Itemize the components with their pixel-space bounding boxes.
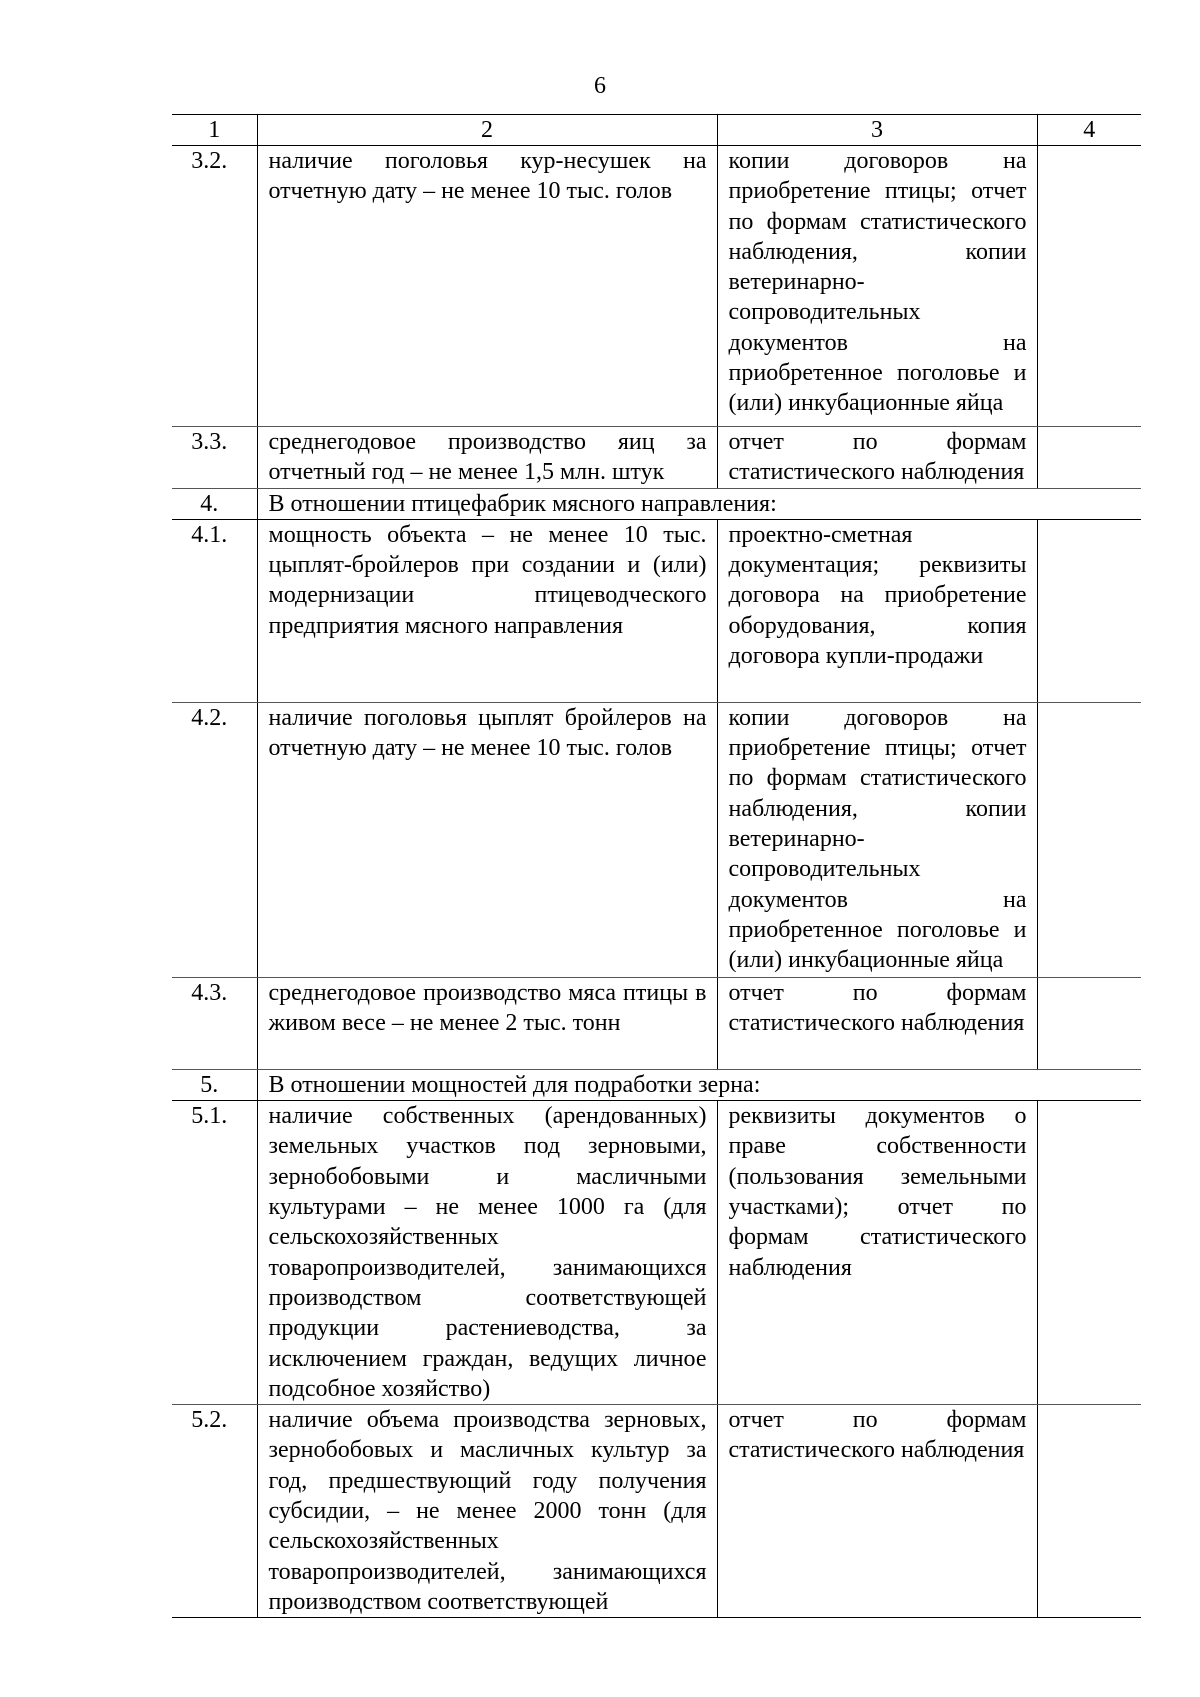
row-number: 4.1. [172, 519, 257, 702]
table-row [172, 977, 1141, 1069]
row-number: 4.3. [172, 977, 257, 1069]
requirement-cell: среднегодовое производство мяса птицы в живом весе – не менее 2 тыс. тонн [257, 977, 717, 1069]
col4-cell [1037, 1101, 1141, 1405]
col4-cell [1037, 427, 1141, 489]
documents-cell: отчет по формам статистического наблюдения [717, 1405, 1037, 1618]
row-number: 4.2. [172, 702, 257, 977]
section-number: 4. [172, 488, 257, 519]
requirements-table [172, 114, 1141, 1618]
documents-cell: проектно-сметная документация; реквизиты договора на приобретение оборудования, копия договора купли-продажи [717, 519, 1037, 702]
col4-cell [1037, 146, 1141, 427]
row-number: 3.3. [172, 427, 257, 489]
table-row [172, 519, 1141, 702]
section-row [172, 1069, 1141, 1100]
requirement-cell: среднегодовое производство яиц за отчетный год – не менее 1,5 млн. штук [257, 427, 717, 489]
section-number: 5. [172, 1069, 257, 1100]
documents-cell: отчет по формам статистического наблюдения [717, 427, 1037, 489]
col4-cell [1037, 977, 1141, 1069]
row-number: 5.2. [172, 1405, 257, 1618]
table-row [172, 702, 1141, 977]
documents-cell: отчет по формам статистического наблюдения [717, 977, 1037, 1069]
requirement-cell: наличие поголовья цыплят бройлеров на отчетную дату – не менее 10 тыс. голов [257, 702, 717, 977]
documents-cell: копии договоров на приобретение птицы; отчет по формам статистического наблюдения, копии ветеринарно-сопроводительных документов на приобретенное поголовье и (или) инкубационные яйца [717, 146, 1037, 427]
col4-cell [1037, 1405, 1141, 1618]
row-number: 5.1. [172, 1101, 257, 1405]
section-title: В отношении мощностей для подработки зерна: [257, 1069, 1141, 1100]
table-row [172, 1405, 1141, 1618]
table-row [172, 146, 1141, 427]
documents-cell: копии договоров на приобретение птицы; отчет по формам статистического наблюдения, копии ветеринарно-сопроводительных документов на приобретенное поголовье и (или) инкубационные яйца [717, 702, 1037, 977]
requirement-cell: наличие объема производства зерновых, зернобобовых и масличных культур за год, предшествующий году получения субсидии, – не менее 2000 тонн (для сельскохозяйственных товаропроизводителей, занимающихся производством соответствующей [257, 1405, 717, 1618]
col4-cell [1037, 519, 1141, 702]
section-title: В отношении птицефабрик мясного направления: [257, 488, 1141, 519]
table-header-row [172, 115, 1141, 146]
header-col-1: 1 [172, 115, 257, 146]
table-row [172, 427, 1141, 489]
row-number: 3.2. [172, 146, 257, 427]
page-number: 6 [594, 73, 606, 99]
table-row [172, 1101, 1141, 1405]
requirement-cell: наличие поголовья кур-несушек на отчетную дату – не менее 10 тыс. голов [257, 146, 717, 427]
documents-cell: реквизиты документов о праве собственности (пользования земельными участками); отчет по формам статистического наблюдения [717, 1101, 1037, 1405]
col4-cell [1037, 702, 1141, 977]
requirement-cell: наличие собственных (арендованных) земельных участков под зерновыми, зернобобовыми и масличными культурами – не менее 1000 га (для сельскохозяйственных товаропроизводителей, занимающихся производством соответствующей продукции растениеводства, за исключением граждан, ведущих личное подсобное хозяйство) [257, 1101, 717, 1405]
header-col-2: 2 [257, 115, 717, 146]
requirement-cell: мощность объекта – не менее 10 тыс. цыплят-бройлеров при создании и (или) модернизации птицеводческого предприятия мясного направления [257, 519, 717, 702]
section-row [172, 488, 1141, 519]
header-col-4: 4 [1037, 115, 1141, 146]
header-col-3: 3 [717, 115, 1037, 146]
